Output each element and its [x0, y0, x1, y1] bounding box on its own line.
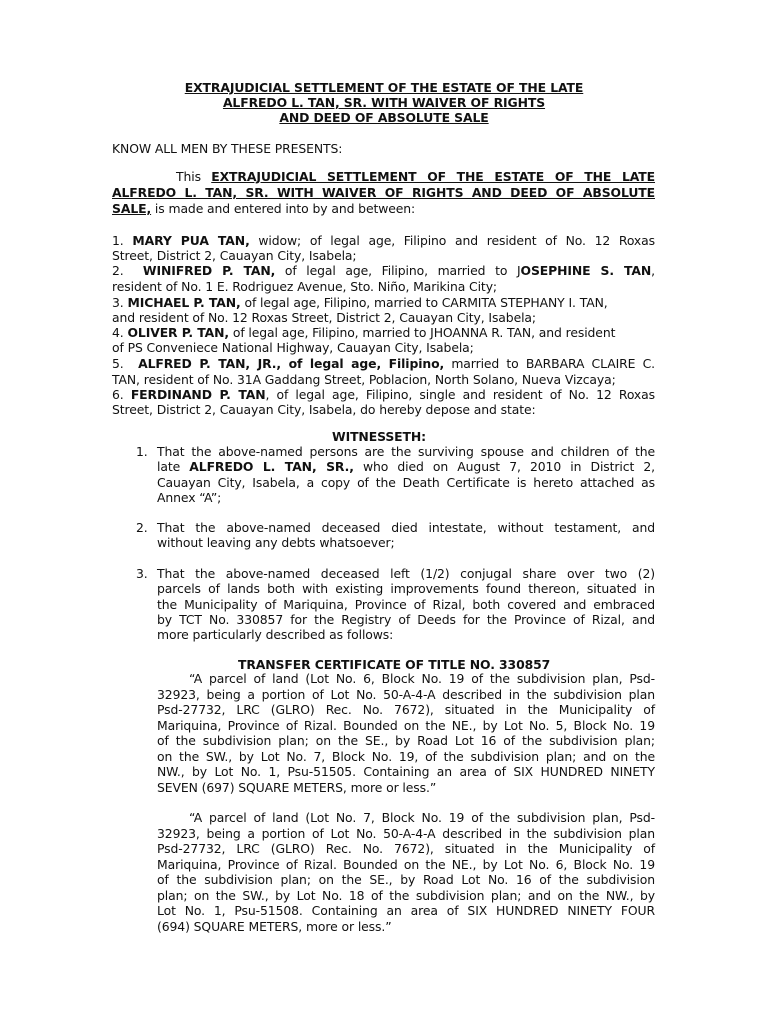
- item-1-after-name: who died on August 7, 2010 in District 2,: [353, 459, 655, 474]
- party-2-text-1b: ,: [651, 263, 655, 278]
- party-5-line-2: TAN, resident of No. 31A Gaddang Street, Poblacion, North Solano, Nueva Vizcaya;: [112, 372, 616, 387]
- party-5-number: 5.: [112, 356, 124, 371]
- party-2-line-1: [112, 263, 655, 279]
- parcel-2-line-8: (694) SQUARE METERS, more or less.”: [157, 919, 392, 934]
- party-6-number: 6.: [112, 387, 124, 402]
- item-2-number: 2.: [136, 520, 148, 535]
- party-3-line-2: and resident of No. 12 Roxas Street, District 2, Cauayan City, Isabela;: [112, 310, 537, 325]
- party-4-text-1: of legal age, Filipino, married to JHOANNA R. TAN, and resident: [229, 325, 616, 340]
- item-3-number: 3.: [136, 566, 148, 581]
- item-2-line-1: That the above-named deceased died intestate, without testament, and: [157, 520, 655, 535]
- intro-line-1: [112, 169, 655, 185]
- parcel-1-line-1: “A parcel of land (Lot No. 6, Block No. 19 of the subdivision plan, Psd-: [189, 671, 655, 686]
- party-6-line-1: [112, 387, 655, 403]
- parcel-2-line-3: Psd-27732, LRC (GLRO) Rec. No. 7672), situated in the Municipality of: [157, 841, 655, 856]
- intro-rest: is made and entered into by and between:: [151, 201, 416, 216]
- party-5-line-1: [112, 356, 655, 372]
- party-1-number: 1.: [112, 233, 124, 248]
- document-title-line-3: AND DEED OF ABSOLUTE SALE: [279, 110, 489, 125]
- parcel-1-line-3: Psd-27732, LRC (GLRO) Rec. No. 7672), situated in the Municipality of: [157, 702, 655, 717]
- party-2-spouse: OSEPHINE S. TAN: [520, 263, 652, 278]
- intro-document-name-1: EXTRAJUDICIAL SETTLEMENT OF THE ESTATE OF THE LATE: [211, 169, 656, 184]
- party-1-line-2: Street, District 2, Cauayan City, Isabela;: [112, 248, 357, 263]
- intro-line-3: [112, 201, 415, 217]
- party-1-line-1: [112, 233, 655, 249]
- item-1-line-1: That the above-named persons are the surviving spouse and children of the: [157, 444, 655, 459]
- parcel-2-line-1: “A parcel of land (Lot No. 7, Block No. 19 of the subdivision plan, Psd-: [189, 810, 655, 825]
- item-3-line-1: That the above-named deceased left (1/2) conjugal share over two (2): [157, 566, 655, 581]
- party-4-name: OLIVER P. TAN,: [127, 325, 229, 340]
- party-3-line-1: [112, 295, 608, 311]
- party-2-number: 2.: [112, 263, 124, 278]
- item-3-line-4: by TCT No. 330857 for the Registry of Deeds for the Province of Rizal, and: [157, 612, 655, 627]
- party-4-line-2: of PS Conveniece National Highway, Cauayan City, Isabela;: [112, 340, 474, 355]
- party-6-text-1: , of legal age, Filipino, single and resident of No. 12 Roxas: [265, 387, 655, 402]
- parcel-2-line-6: plan; on the SW., by Lot No. 18 of the subdivision plan; and on the NW., by: [157, 888, 655, 903]
- item-2-line-2: without leaving any debts whatsoever;: [157, 535, 395, 550]
- witnesseth-heading: WITNESSETH:: [332, 429, 426, 444]
- party-1-name: MARY PUA TAN,: [132, 233, 250, 248]
- know-all-men-heading: KNOW ALL MEN BY THESE PRESENTS:: [112, 141, 343, 156]
- item-1-line-4: Annex “A”;: [157, 490, 222, 505]
- parcel-1-line-4: Mariquina, Province of Rizal. Bounded on the NE., by Lot No. 5, Block No. 19: [157, 718, 655, 733]
- party-5-name: ALFRED P. TAN, JR., of legal age, Filipino,: [138, 356, 445, 371]
- party-3-name: MICHAEL P. TAN,: [127, 295, 241, 310]
- item-3-line-3: the Municipality of Mariquina, Province of Rizal, both covered and embraced: [157, 597, 655, 612]
- party-6-line-2: Street, District 2, Cauayan City, Isabela, do hereby depose and state:: [112, 402, 536, 417]
- party-2-text-1a: of legal age, Filipino, married to J: [275, 263, 521, 278]
- item-1-deceased-name: ALFREDO L. TAN, SR.,: [189, 459, 354, 474]
- parcel-1-line-6: on the SW., by Lot No. 7, Block No. 19, of the subdivision plan; and on the: [157, 749, 655, 764]
- parcel-2-line-7: Lot No. 1, Psu-51508. Containing an area of SIX HUNDRED NINETY FOUR: [157, 903, 655, 918]
- item-1-number: 1.: [136, 444, 148, 459]
- item-3-line-5: more particularly described as follows:: [157, 627, 394, 642]
- parcel-2-line-5: of the subdivision plan; on the SE., by Road Lot No. 16 of the subdivision: [157, 872, 655, 887]
- party-4-line-1: [112, 325, 615, 341]
- item-3-line-2: parcels of lands both with existing improvements found thereon, situated in: [157, 581, 655, 596]
- intro-this: This: [176, 169, 201, 184]
- party-2-name: WINIFRED P. TAN,: [142, 263, 276, 278]
- item-1-line-2: [157, 459, 655, 475]
- parcel-2-line-2: 32923, being a portion of Lot No. 50-A-4-A described in the subdivision plan: [157, 826, 655, 841]
- parcel-1-line-2: 32923, being a portion of Lot No. 50-A-4-A described in the subdivision plan: [157, 687, 655, 702]
- party-1-text-1: widow; of legal age, Filipino and resident of No. 12 Roxas: [249, 233, 656, 248]
- tct-heading: TRANSFER CERTIFICATE OF TITLE NO. 330857: [238, 657, 551, 672]
- document-title-line-1: EXTRAJUDICIAL SETTLEMENT OF THE ESTATE OF THE LATE: [184, 80, 584, 95]
- intro-document-name-2: ALFREDO L. TAN, SR. WITH WAIVER OF RIGHTS AND DEED OF ABSOLUTE: [112, 185, 655, 200]
- item-1-late: late: [157, 459, 190, 474]
- party-4-number: 4.: [112, 325, 124, 340]
- parcel-1-line-5: of the subdivision plan; on the SE., by Road Lot 16 of the subdivision plan;: [157, 733, 655, 748]
- document-title-line-2: ALFREDO L. TAN, SR. WITH WAIVER OF RIGHTS: [222, 95, 546, 110]
- intro-document-name-3: SALE,: [112, 201, 152, 216]
- party-3-text-1: of legal age, Filipino, married to CARMITA STEPHANY I. TAN,: [240, 295, 608, 310]
- party-5-text-1: married to BARBARA CLAIRE C.: [444, 356, 655, 371]
- parcel-2-line-4: Mariquina, Province of Rizal. Bounded on the NE., by Lot No. 6, Block No. 19: [157, 857, 655, 872]
- party-3-number: 3.: [112, 295, 124, 310]
- party-6-name: FERDINAND P. TAN: [130, 387, 266, 402]
- item-1-line-3: Cauayan City, Isabela, a copy of the Death Certificate is hereto attached as: [157, 475, 655, 490]
- intro-line-2: [112, 185, 655, 201]
- parcel-1-line-7: NW., by Lot No. 1, Psu-51505. Containing an area of SIX HUNDRED NINETY: [157, 764, 655, 779]
- parcel-1-line-8: SEVEN (697) SQUARE METERS, more or less.”: [157, 780, 437, 795]
- party-2-line-2: resident of No. 1 E. Rodriguez Avenue, Sto. Niño, Marikina City;: [112, 279, 497, 294]
